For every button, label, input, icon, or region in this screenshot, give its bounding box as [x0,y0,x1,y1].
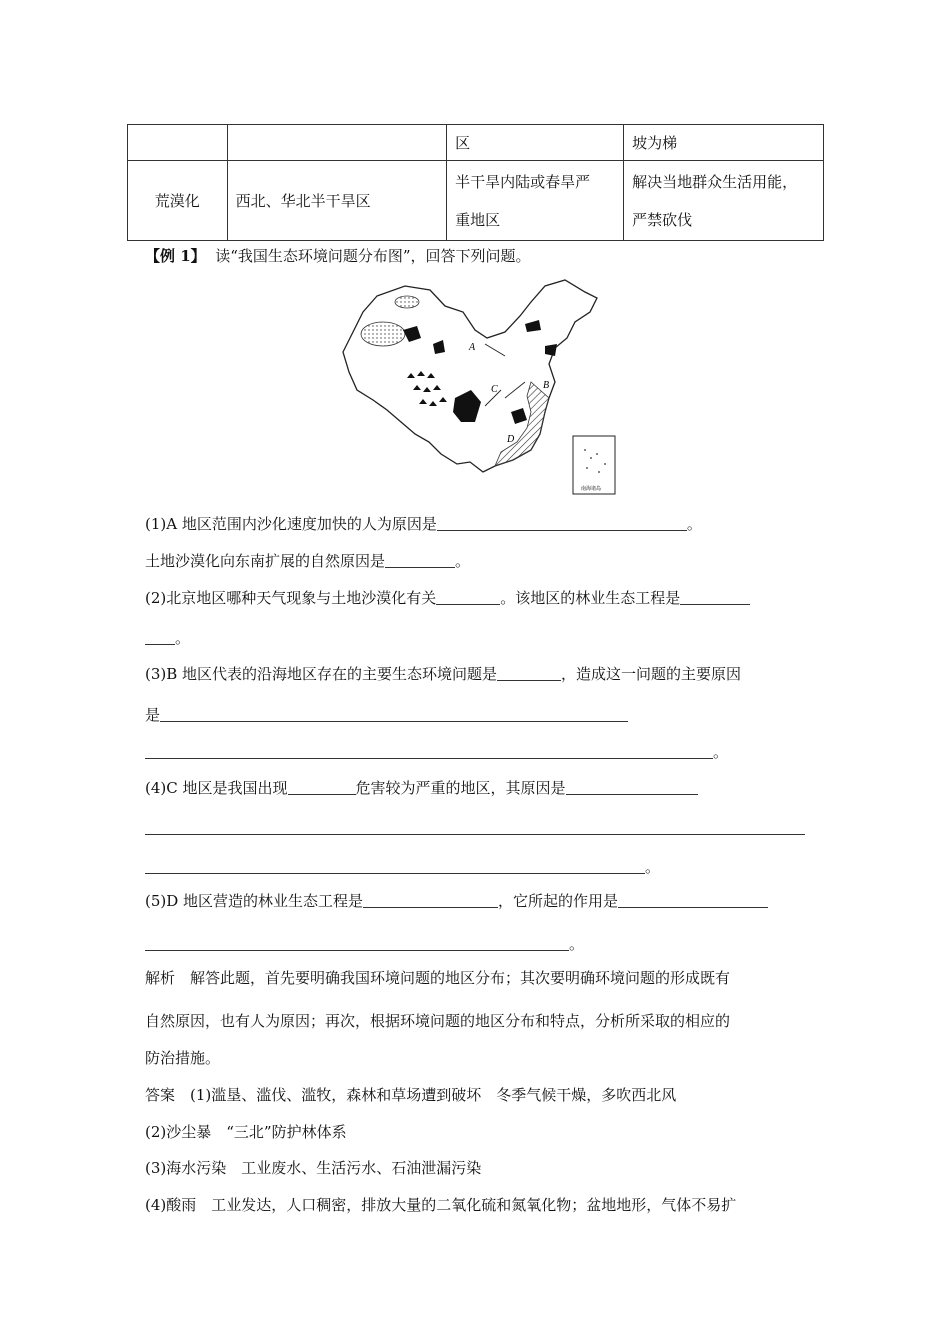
question-5-cont: 。 [145,934,584,954]
question-2: (2)北京地区哪种天气现象与土地沙漠化有关 。该地区的林业生态工程是 [145,588,750,608]
table-cell: 西北、华北半干旱区 [227,161,446,241]
answer-blank [160,705,628,722]
ecological-problem-map [335,272,620,497]
answer-blank [497,664,561,681]
example-text: 读“我国生态环境问题分布图”，回答下列问题。 [215,247,531,265]
answer-line-1: 答案 (1)滥垦、滥伐、滥牧，森林和草场遭到破坏 冬季气候干燥，多吹西北风 [145,1086,677,1104]
answer-blank [680,588,750,605]
answer-line-2: (2)沙尘暴 “三北”防护林体系 [145,1123,347,1141]
answer-blank [145,857,645,874]
answer-blank [566,778,698,795]
answer-blank [618,891,768,908]
cell-line: 解决当地群众生活用能， [632,172,798,191]
answer-line-4: (4)酸雨 工业发达，人口稠密，排放大量的二氧化硫和氮氧化物；盆地地形，气体不易扩 [145,1196,737,1214]
sandstorm-black-4 [545,344,557,356]
answer-blank [288,778,356,795]
answer-blank [436,588,500,605]
answer-blank [437,514,687,531]
table-cell [128,125,228,161]
desert-dotted-1 [361,322,405,346]
table-cell: 荒漠化 [128,161,228,241]
question-4-cont: 。 [145,857,660,877]
example-tag: 【例 1】 [145,247,206,265]
analysis-line-1: 解析 解答此题，首先要明确我国环境问题的地区分布；其次要明确环境问题的形成既有 [145,969,731,987]
answer-line-3: (3)海水污染 工业废水、生活污水、石油泄漏污染 [145,1159,482,1177]
table-cell [447,161,624,241]
question-2-cont: 。 [145,628,190,648]
answer-blank [145,628,175,645]
question-1b: 土地沙漠化向东南扩展的自然原因是 。 [145,552,471,570]
analysis-line-2: 自然原因，也有人为原因；再次，根据环境问题的地区分布和特点，分析所采取的相应的 [145,1012,731,1030]
cell-line: 半干旱内陆或春旱严 [455,172,591,191]
question-3: (3)B 地区代表的沿海地区存在的主要生态环境问题是 ，造成这一问题的主要原因 [145,665,742,683]
table-cell: 坡为梯 [624,125,824,161]
map-label-b: B [543,380,550,391]
table-cell: 区 [447,125,624,161]
analysis-line-3: 防治措施。 [145,1049,221,1067]
cell-line: 重地区 [455,210,501,229]
answer-blank [145,742,713,759]
answer-blank [145,934,569,951]
question-1a: (1)A 地区范围内沙化速度加快的人为原因是 。 [145,515,702,533]
answer-blank [363,891,498,908]
desert-dotted-2 [395,296,419,308]
question-3-cont: 是 [145,705,628,725]
inset-caption: 南海诸岛 [581,486,602,492]
china-outline [343,280,597,472]
map-label-a: A [469,342,476,353]
answer-blank [145,834,805,835]
cell-line: 严禁砍伐 [632,210,693,229]
question-4: (4)C 地区是我国出现 危害较为严重的地区，其原因是 [145,778,698,798]
map-label-d: D [507,434,515,445]
table-cell [624,161,824,241]
table-row [128,125,824,161]
example-heading [145,246,531,266]
answer-blank [385,551,455,568]
table-cell [227,125,446,161]
map-label-c: C [491,384,498,395]
comparison-table [127,124,824,241]
question-5: (5)D 地区营造的林业生态工程是 ，它所起的作用是 [145,891,768,911]
table-row [128,161,824,241]
question-3-cont2: 。 [145,742,728,762]
